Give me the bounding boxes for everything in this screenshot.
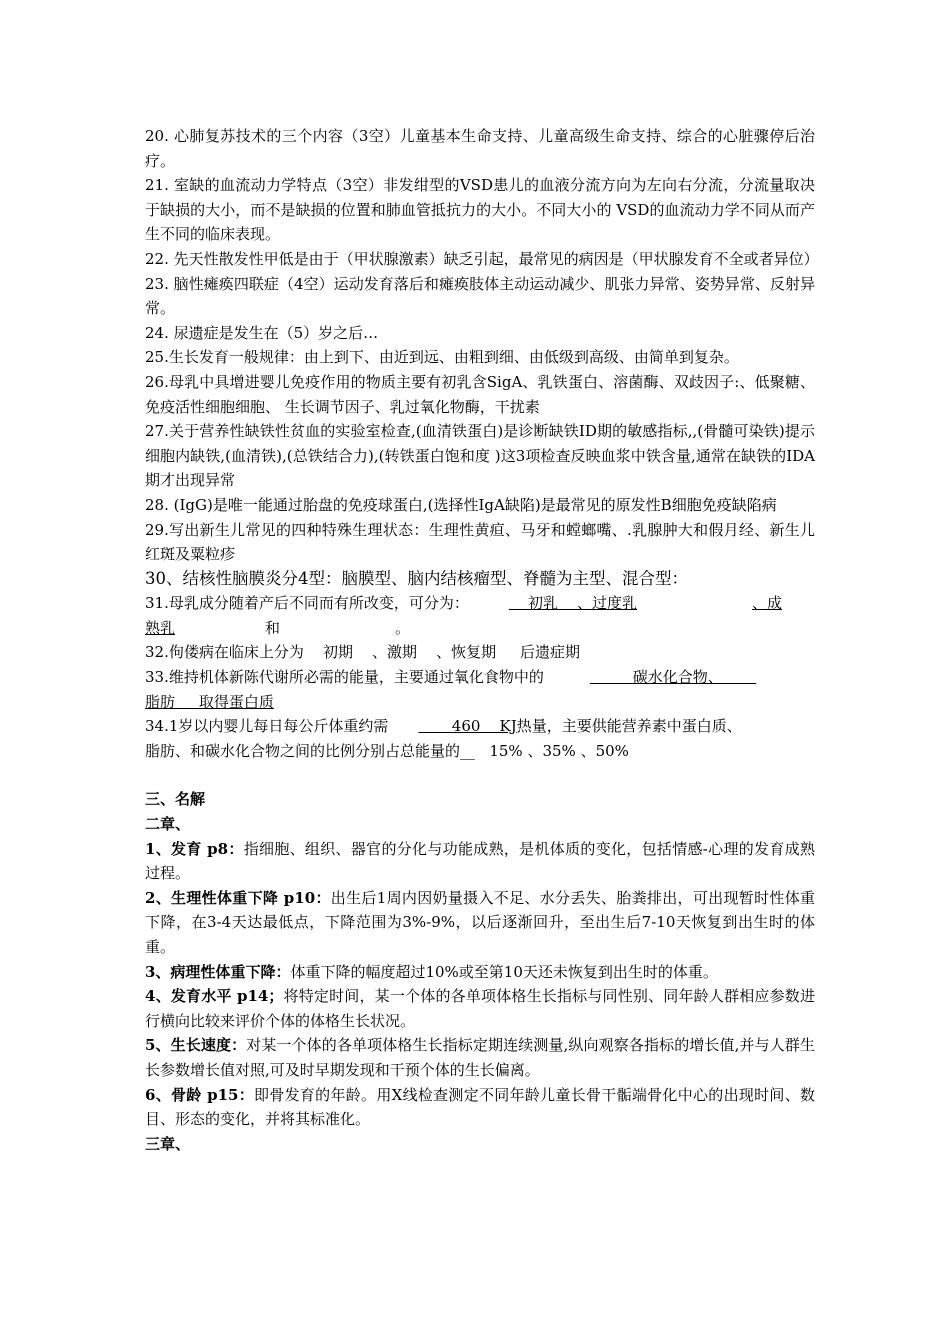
item-34 xyxy=(145,714,815,763)
item-31-and: 和 xyxy=(265,618,281,637)
definition-term: 4、发育水平 p14； xyxy=(145,987,284,1006)
item-34-pct-2: 、35% xyxy=(527,741,576,760)
item-33-answer-2: 脂肪 取得蛋白质 xyxy=(145,692,274,711)
item-28: 28. (IgG)是唯一能通过胎盘的免疫球蛋白,(选择性IgA缺陷)是最常见的原发性B细胞免疫缺陷病 xyxy=(145,495,777,514)
item-33-answer-1: 碳水化合物、 xyxy=(632,668,723,687)
definition-text: 出生后1周内因奶量摄入不足、水分丢失、胎粪排出，可出现暂时性体重下降，在3-4天达最低点，下降范围为3%-9%，以后逐渐回升，至出生后7-10天恢复到出生时的体重。 xyxy=(145,888,816,956)
item-34-pct-3: 、50% xyxy=(580,741,629,760)
item-32-stage-4: 后遗症期 xyxy=(519,643,580,662)
item-31-answer-1: 初乳 、过度乳 、成 xyxy=(527,594,783,613)
item-34-pct-1: 15% xyxy=(489,741,523,760)
item-34-energy: 460 KJ xyxy=(451,717,517,736)
item-31 xyxy=(145,591,815,640)
definition-term: 3、病理性体重下降： xyxy=(145,962,291,981)
item-29: 29.写出新生儿常见的四种特殊生理状态：生理性黄疸、马牙和螳螂嘴、.乳腺肿大和假月经、新生儿红斑及粟粒疹 xyxy=(145,520,815,564)
item-21: 21. 室缺的血流动力学特点（3空）非发绀型的VSD患儿的血液分流方向为左向右分流，分流量取决于缺损的大小，而不是缺损的位置和肺血管抵抗力的大小。不同大小的 VSD的血流动力学不同从而产生不同的临床表现。 xyxy=(145,176,815,244)
item-32-stage-2: 、激期 xyxy=(372,643,418,662)
definition-item xyxy=(145,1033,815,1082)
definition-text: 将特定时间，某一个体的各单项体格生长指标与同性别、同年龄人群相应参数进行横向比较来评价个体的体格生长状况。 xyxy=(145,987,815,1030)
item-23: 23. 脑性瘫痪四联症（4空）运动发育落后和瘫痪肢体主动运动减少、肌张力异常、姿势异常、反射异常。 xyxy=(145,274,815,318)
item-32-stage-1: 初期 xyxy=(322,643,353,662)
definition-item xyxy=(145,960,815,985)
definition-item xyxy=(145,837,815,886)
item-32-prefix: 32.佝偻病在临床上分为 xyxy=(145,643,304,662)
document-body xyxy=(145,124,819,1156)
item-27: 27.关于营养性缺铁性贫血的实验室检查,(血清铁蛋白)是诊断缺铁ID期的敏感指标,,(骨髓可染铁)提示细胞内缺铁,(血清铁),(总铁结合力),(转铁蛋白饱和度 )这3项检查反映血浆中铁含量,通常在缺铁的IDA期才出现异常 xyxy=(145,422,815,490)
definition-text: 指细胞、组织、器官的分化与功能成熟，是机体质的变化，包括情感-心理的发育成熟过程。 xyxy=(145,839,815,883)
item-31-prefix: 31.母乳成分随着产后不同而有所改变，可分为： xyxy=(145,594,469,613)
item-34-prefix: 34.1岁以内婴儿每日每公斤体重约需 xyxy=(145,717,389,736)
item-33 xyxy=(145,665,815,714)
definition-item xyxy=(145,1083,815,1132)
definition-text: 对某一个体的各单项体格生长指标定期连续测量,纵向观察各指标的增长值,并与人群生长参数增长值对照,可及时早期发现和干预个体的生长偏离。 xyxy=(145,1036,815,1079)
item-34-line2: 脂肪、和碳水化合物之间的比例分别占总能量的__ xyxy=(145,741,476,760)
section-gap xyxy=(145,763,815,787)
chapter-3-heading: 三章、 xyxy=(145,1134,191,1153)
item-33-prefix: 33.维持机体新陈代谢所必需的能量，主要通过氧化食物中的 xyxy=(145,668,544,687)
item-25: 25.生长发育一般规律：由上到下、由近到远、由粗到细、由低级到高级、由简单到复杂。 xyxy=(145,348,739,367)
item-24: 24. 尿遗症是发生在（5）岁之后… xyxy=(145,323,379,342)
section-title: 三、名解 xyxy=(145,790,206,809)
item-34-mid: 热量，主要供能营养素中蛋白质、 xyxy=(516,717,742,736)
chapter-2-heading: 二章、 xyxy=(145,815,191,834)
definition-term: 1、发育 p8： xyxy=(145,839,244,858)
item-32-stage-3: 、恢复期 xyxy=(436,643,497,662)
definition-term: 2、生理性体重下降 p10： xyxy=(145,888,331,907)
definition-text: 体重下降的幅度超过10%或至第10天还未恢复到出生时的体重。 xyxy=(290,962,718,981)
item-31-answer-2: 熟乳 xyxy=(145,618,176,637)
item-20: 20. 心肺复苏技术的三个内容（3空）儿童基本生命支持、儿童高级生命支持、综合的心脏骤停后治疗。 xyxy=(145,127,815,170)
definition-text: 即骨发育的年龄。用X线检查测定不同年龄儿童长骨干骺端骨化中心的出现时间、数目、形态的变化，并将其标准化。 xyxy=(145,1085,815,1129)
item-32 xyxy=(145,640,815,665)
definition-item xyxy=(145,886,815,960)
definition-item xyxy=(145,984,815,1033)
item-22: 22. 先天性散发性甲低是由于（甲状腺激素）缺乏引起，最常见的病因是（甲状腺发育不全或者异位） xyxy=(145,249,819,268)
definition-term: 6、骨龄 p15： xyxy=(145,1085,255,1104)
item-26: 26.母乳中具增进婴儿免疫作用的物质主要有初乳含SigA、乳铁蛋白、溶菌酶、双歧因子:、低聚糖、免疫活性细胞细胞、 生长调节因子、乳过氧化物酶，干扰素 xyxy=(145,372,815,416)
definition-term: 5、生长速度： xyxy=(145,1036,247,1055)
item-31-end: 。 xyxy=(395,618,411,637)
item-30: 30、结核性脑膜炎分4型：脑膜型、脑内结核瘤型、脊髓为主型、混合型： xyxy=(145,568,688,588)
